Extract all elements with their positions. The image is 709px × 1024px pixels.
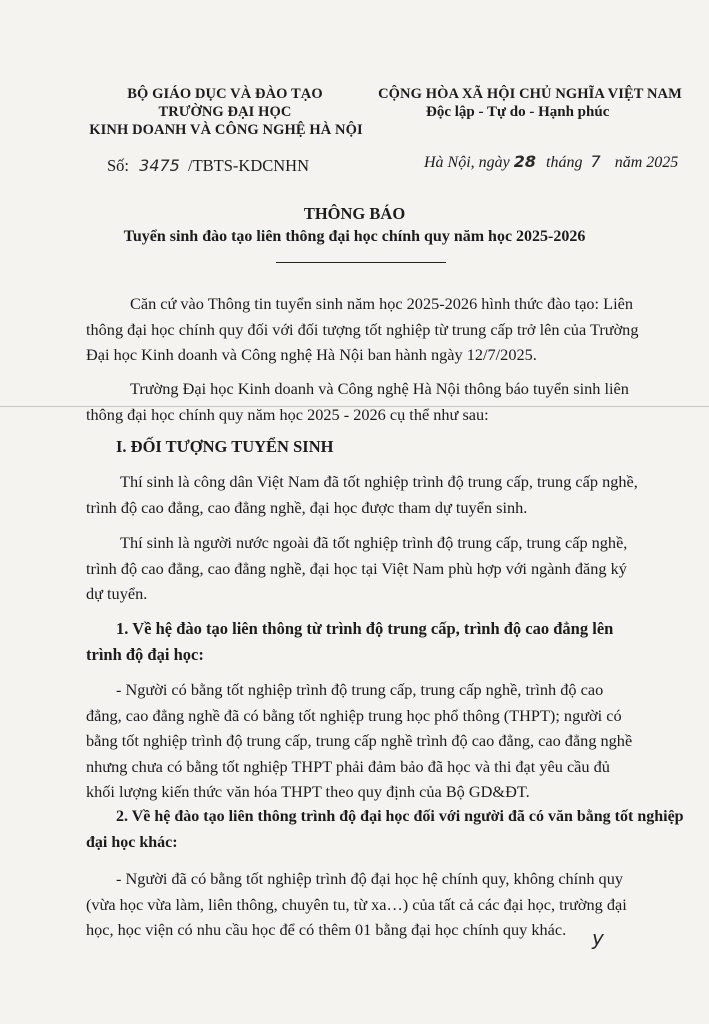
text-line: học, học viện có nhu cầu học để có thêm 01 bằng đại học chính quy khác. <box>86 920 567 940</box>
text-line: Căn cứ vào Thông tin tuyển sinh năm học 2025-2026 hình thức đào tạo: Liên <box>130 294 633 313</box>
text-line: dự tuyển. <box>86 584 148 604</box>
university-line1: TRƯỜNG ĐẠI HỌC <box>158 104 292 120</box>
text-line: (vừa học vừa làm, liên thông, chuyên tu, từ xa…) của tất cả các đại học, trường đại <box>86 894 627 914</box>
document-subtitle: Tuyển sinh đào tạo liên thông đại học chính quy năm học 2025-2026 <box>123 228 586 245</box>
handwritten-initials-mark: y <box>592 926 604 950</box>
text-line: Trường Đại học Kinh doanh và Công nghệ Hà Nội thông báo tuyển sinh liên <box>130 379 629 398</box>
text-line: Thí sinh là công dân Việt Nam đã tốt nghiệp trình độ trung cấp, trung cấp nghề, <box>120 472 638 491</box>
text-line: trình độ cao đẳng, cao đẳng nghề, đại học được tham dự tuyển sinh. <box>86 497 528 517</box>
text-line: trình độ đại học: <box>86 644 204 664</box>
text-line: khối lượng kiến thức văn hóa THPT theo quy định của Bộ GD&ĐT. <box>86 782 530 802</box>
ministry-name: BỘ GIÁO DỤC VÀ ĐÀO TẠO <box>127 86 323 102</box>
paragraph-foreign-candidates <box>86 530 627 607</box>
national-motto: Độc lập - Tự do - Hạnh phúc <box>426 104 610 120</box>
title-underline <box>276 262 446 263</box>
date-month-handwritten: 7 <box>590 152 601 171</box>
date-month-label: tháng <box>546 154 583 171</box>
doc-number-handwritten: 3475 <box>139 156 180 175</box>
paragraph-college-requirements <box>86 677 632 805</box>
text-line: bằng tốt nghiệp trình độ trung cấp, trung cấp nghề trình độ cao đẳng, cao đẳng nghề <box>86 731 633 751</box>
document-title: THÔNG BÁO <box>303 204 406 223</box>
doc-number-prefix: Số: <box>107 156 130 175</box>
national-title: CỘNG HÒA XÃ HỘI CHỦ NGHĨA VIỆT NAM <box>378 86 682 102</box>
text-line: thông đại học chính quy đối với đối tượng tốt nghiệp từ trung cấp trở lên của Trường <box>86 319 639 339</box>
date-day-handwritten: 28 <box>513 152 537 171</box>
text-line: - Người có bằng tốt nghiệp trình độ trung cấp, trung cấp nghề, trình độ cao <box>116 680 604 699</box>
text-line: đại học khác: <box>86 833 178 851</box>
university-line2: KINH DOANH VÀ CÔNG NGHỆ HÀ NỘI <box>89 122 363 138</box>
doc-number-suffix: /TBTS-KDCNHN <box>187 156 309 175</box>
date-place: Hà Nội, ngày <box>424 154 510 171</box>
text-line: 2. Về hệ đào tạo liên thông trình độ đại học đối với người đã có văn bằng tốt nghiệp <box>116 808 684 825</box>
text-line: Đại học Kinh doanh và Công nghệ Hà Nội ban hành ngày 12/7/2025. <box>86 345 537 365</box>
paragraph-vietnamese-candidates <box>86 469 638 520</box>
text-line: - Người đã có bằng tốt nghiệp trình độ đại học hệ chính quy, không chính quy <box>116 869 623 888</box>
paragraph-second-degree-requirements <box>86 866 627 943</box>
text-line: thông đại học chính quy năm học 2025 - 2026 cụ thể như sau: <box>86 404 489 424</box>
text-line: trình độ cao đẳng, cao đẳng nghề, đại học tại Việt Nam phù hợp với ngành đăng ký <box>86 558 627 578</box>
document-number <box>107 156 309 176</box>
scan-fold-line <box>0 406 709 407</box>
text-line: 1. Về hệ đào tạo liên thông từ trình độ trung cấp, trình độ cao đẳng lên <box>116 619 614 638</box>
date-line <box>424 152 678 172</box>
paragraph-announcement <box>86 376 629 427</box>
text-line: nhưng chưa có bằng tốt nghiệp THPT phải đảm bảo đã học và thi đạt yêu cầu đủ <box>86 756 610 776</box>
text-line: đẳng, cao đẳng nghề đã có bằng tốt nghiệp trung học phổ thông (THPT); người có <box>86 705 622 725</box>
text-line: Thí sinh là người nước ngoài đã tốt nghiệp trình độ trung cấp, trung cấp nghề, <box>120 533 628 552</box>
subheading-college-to-university <box>86 616 613 667</box>
section-heading-admission-target: I. ĐỐI TƯỢNG TUYỂN SINH <box>116 437 334 456</box>
date-year: năm 2025 <box>614 154 679 171</box>
subheading-second-degree <box>86 804 684 855</box>
paragraph-legal-basis <box>86 291 638 368</box>
